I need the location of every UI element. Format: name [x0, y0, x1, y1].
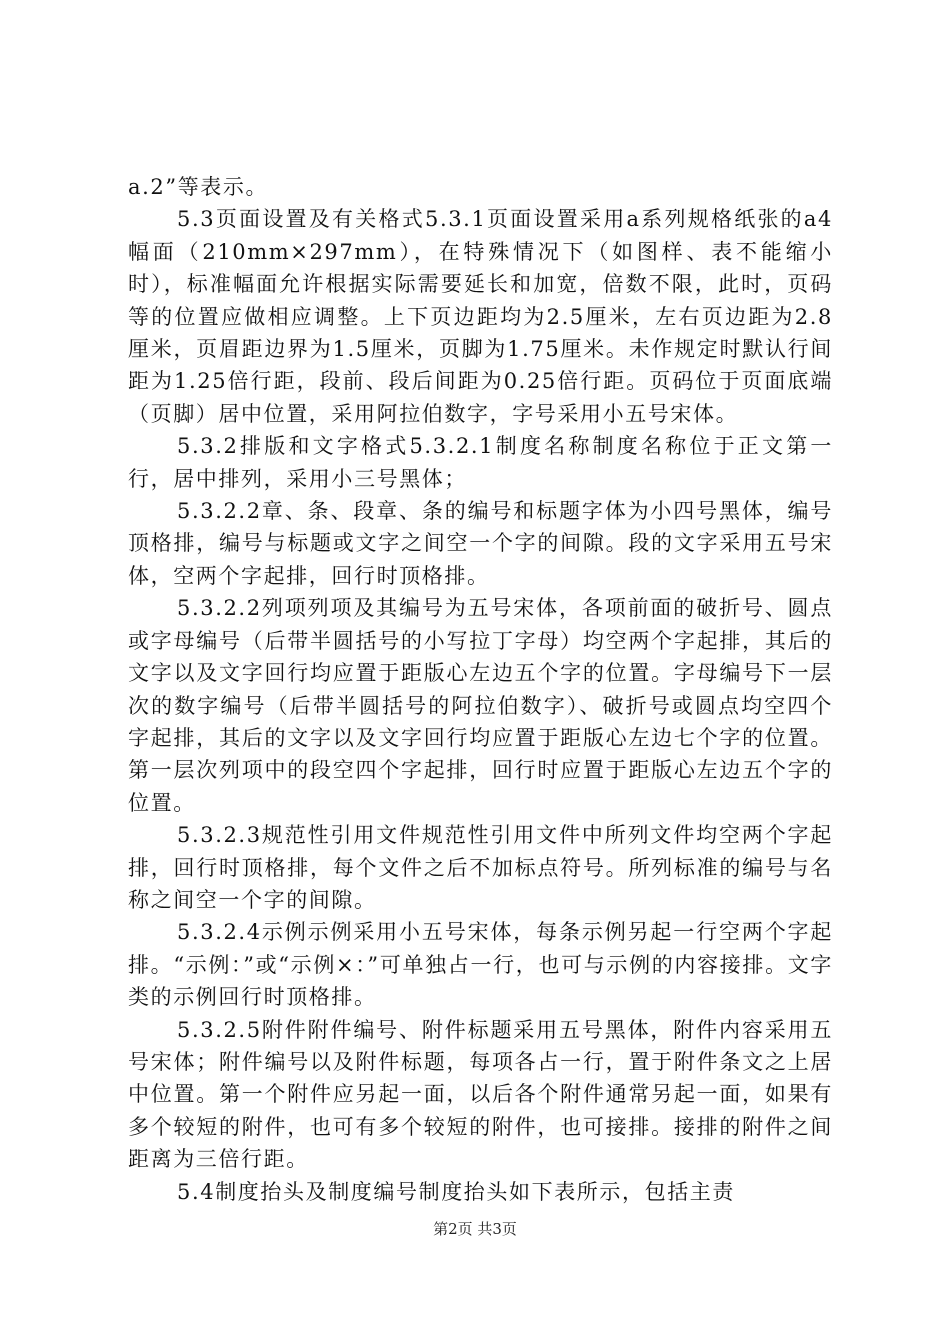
- page-footer: [0, 1218, 950, 1239]
- paragraph-header-numbering: 5.4制度抬头及制度编号制度抬头如下表所示，包括主责: [177, 1179, 735, 1204]
- paragraph-attachments: 5.3.2.5附件附件编号、附件标题采用五号黑体，附件内容采用五号宋体；附件编号以及附件标题，每项各占一行，置于附件条文之上居中位置。第一个附件应另起一面，以后各个附件通常另起一面，如果有多个较短的附件，也可有多个较短的附件，也可接排。接排的附件之间距离为三倍行距。: [128, 1017, 833, 1172]
- paragraph-chapter-format: 5.3.2.2章、条、段章、条的编号和标题字体为小四号黑体，编号顶格排，编号与标题或文字之间空一个字的间隙。段的文字采用五号宋体，空两个字起排，回行时顶格排。: [128, 499, 833, 588]
- paragraph-normative-references: 5.3.2.3规范性引用文件规范性引用文件中所列文件均空两个字起排，回行时顶格排，每个文件之后不加标点符号。所列标准的编号与名称之间空一个字的间隙。: [128, 823, 833, 912]
- paragraph-typesetting: 5.3.2排版和文字格式5.3.2.1制度名称制度名称位于正文第一行，居中排列，采用小三号黑体；: [128, 434, 833, 491]
- paragraph-continuation: a.2”等表示。: [128, 175, 269, 199]
- paragraph-examples: 5.3.2.4示例示例采用小五号宋体，每条示例另起一行空两个字起排。“示例：”或“示例×：”可单独占一行，也可与示例的内容接排。文字类的示例回行时顶格排。: [128, 920, 833, 1010]
- document-body: [128, 171, 833, 1208]
- paragraph-page-setup: 5.3页面设置及有关格式5.3.1页面设置采用a系列规格纸张的a4幅面（210mm×297mm），在特殊情况下（如图样、表不能缩小时），标准幅面允许根据实际需要延长和加宽，倍数不限，此时，页码等的位置应做相应调整。上下页边距均为2.5厘米，左右页边距为2.8厘米，页眉距边界为1.5厘米，页脚为1.75厘米。未作规定时默认行间距为1.25倍行距，段前、段后间距为0.25倍行距。页码位于页面底端（页脚）居中位置，采用阿拉伯数字，字号采用小五号宋体。: [128, 207, 833, 426]
- page-number-label: 第2页 共3页: [433, 1220, 517, 1238]
- paragraph-list-items: 5.3.2.2列项列项及其编号为五号宋体，各项前面的破折号、圆点或字母编号（后带半圆括号的小写拉丁字母）均空两个字起排，其后的文字以及文字回行均应置于距版心左边五个字的位置。字母编号下一层次的数字编号（后带半圆括号的阿拉伯数字）、破折号或圆点均空四个字起排，其后的文字以及文字回行均应置于距版心左边七个字的位置。第一层次列项中的段空四个字起排，回行时应置于距版心左边五个字的位置。: [128, 596, 833, 815]
